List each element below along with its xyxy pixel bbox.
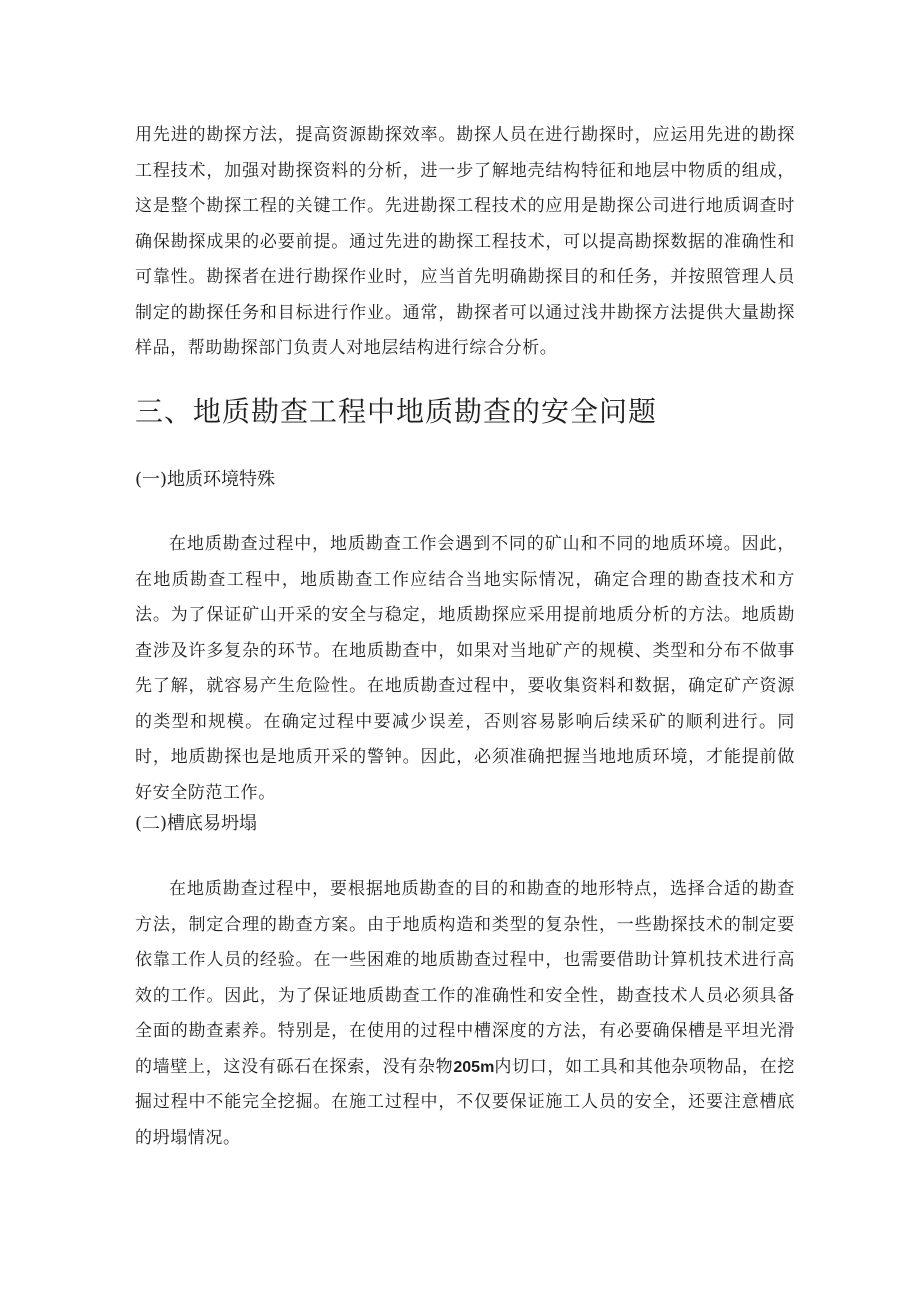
section-3-heading: 三、地质勘查工程中地质勘查的安全问题 <box>135 395 658 428</box>
subsection-1-heading: (一)地质环境特殊 <box>135 469 276 490</box>
intro-paragraph: 用先进的勘探方法，提高资源勘探效率。勘探人员在进行勘探时，应运用先进的勘探工程技术，加强对勘探资料的分析，进一步了解地壳结构特征和地层中物质的组成，这是整个勘探工程的关键工作。先进勘探工程技术的应用是勘探公司进行地质调查时确保勘探成果的必要前提。通过先进的勘探工程技术，可以提高勘探数据的准确性和可靠性。勘探者在进行勘探作业时，应当首先明确勘探目的和任务，并按照管理人员制定的勘探任务和目标进行作业。通常，勘探者可以通过浅井勘探方法提供大量勘探样品，帮助勘探部门负责人对地层结构进行综合分析。 <box>135 125 795 358</box>
subsection-2-heading: (二)槽底易坍塌 <box>135 813 258 834</box>
subsection-1-paragraph: 在地质勘查过程中，地质勘查工作会遇到不同的矿山和不同的地质环境。因此，在地质勘查工程中，地质勘查工作应结合当地实际情况，确定合理的勘查技术和方法。为了保证矿山开采的安全与稳定，地质勘探应采用提前地质分析的方法。地质勘查涉及许多复杂的环节。在地质勘查中，如果对当地矿产的规模、类型和分布不做事先了解，就容易产生危险性。在地质勘查过程中，要收集资料和数据，确定矿产资源的类型和规模。在确定过程中要减少误差，否则容易影响后续采矿的顺利进行。同时，地质勘探也是地质开采的警钟。因此，必须准确把握当地地质环境，才能提前做好安全防范工作。 <box>135 534 795 803</box>
depth-value: 205m <box>453 1058 495 1076</box>
subsection-2-text-b: 内切口，如工具和其他杂项物品，在挖掘过程中不能完全挖掘。在施工过程中，不仅要保证施工人员的安全，还要注意槽底的坍塌情况。 <box>135 1056 795 1148</box>
subsection-2-text-a: 在地质勘查过程中，要根据地质勘查的目的和勘查的地形特点，选择合适的勘查方法，制定合理的勘查方案。由于地质构造和类型的复杂性，一些勘探技术的制定要依靠工作人员的经验。在一些困难的地质勘查过程中，也需要借助计算机技术进行高效的工作。因此，为了保证地质勘查工作的准确性和安全性，勘查技术人员必须具备全面的勘查素养。特别是，在使用的过程中槽深度的方法，有必要确保槽是平坦光滑的墙壁上，这没有砾石在探索，没有杂物 <box>135 879 795 1077</box>
subsection-2-paragraph <box>135 872 795 1156</box>
